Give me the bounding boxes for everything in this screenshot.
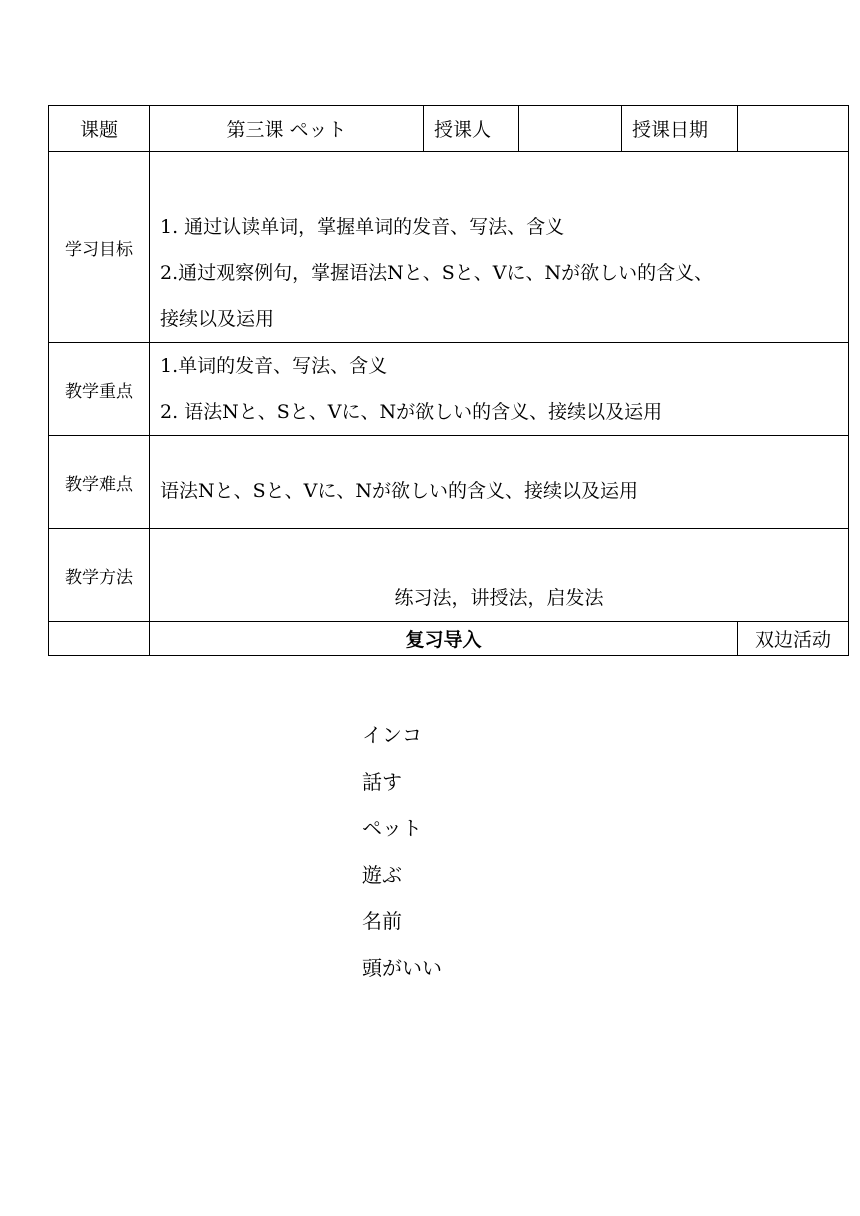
methods-label: 教学方法 (49, 529, 150, 622)
key-point-line-1: 1.单词的发音、写法、含义 (160, 355, 388, 377)
vocab-item: 名前 (362, 909, 402, 933)
methods-text: 练习法，讲授法，启发法 (394, 587, 604, 609)
goals-row (49, 152, 849, 343)
goals-content (150, 152, 849, 343)
header-row (49, 106, 849, 152)
section-title: 复习导入 (150, 622, 738, 656)
vocab-item: 遊ぶ (362, 862, 402, 887)
teacher-value (519, 106, 622, 152)
methods-content (150, 529, 849, 622)
goal-line-1: 1. 通过认读单词，掌握单词的发音、写法、含义 (160, 216, 565, 238)
difficulties-label: 教学难点 (49, 436, 150, 529)
teacher-label: 授课人 (424, 106, 519, 152)
key-points-label: 教学重点 (49, 343, 150, 436)
key-point-line-2: 2. 语法Nと、Sと、Vに、Nが欲しい的含义、接续以及运用 (160, 401, 663, 423)
difficulties-text: 语法Nと、Sと、Vに、Nが欲しい的含义、接续以及运用 (160, 480, 638, 502)
difficulties-content (150, 436, 849, 529)
goals-label: 学习目标 (49, 152, 150, 343)
lesson-plan-table (48, 105, 849, 656)
activity-label: 双边活动 (738, 622, 849, 656)
key-points-row (49, 343, 849, 436)
vocab-item: ペット (362, 816, 422, 840)
methods-row (49, 529, 849, 622)
topic-label: 课题 (49, 106, 150, 152)
key-points-content (150, 343, 849, 436)
difficulties-row (49, 436, 849, 529)
vocab-list (362, 712, 442, 991)
vocab-item: 頭がいい (362, 955, 442, 980)
section-empty-cell (49, 622, 150, 656)
goal-line-2: 2.通过观察例句，掌握语法Nと、Sと、Vに、Nが欲しい的含义、 (160, 262, 714, 284)
section-row (49, 622, 849, 656)
vocab-item: 話す (362, 769, 402, 794)
vocab-item: インコ (362, 723, 422, 747)
date-label: 授课日期 (622, 106, 738, 152)
goal-line-3: 接续以及运用 (160, 308, 275, 330)
date-value (738, 106, 849, 152)
topic-value: 第三课 ペット (150, 106, 424, 152)
